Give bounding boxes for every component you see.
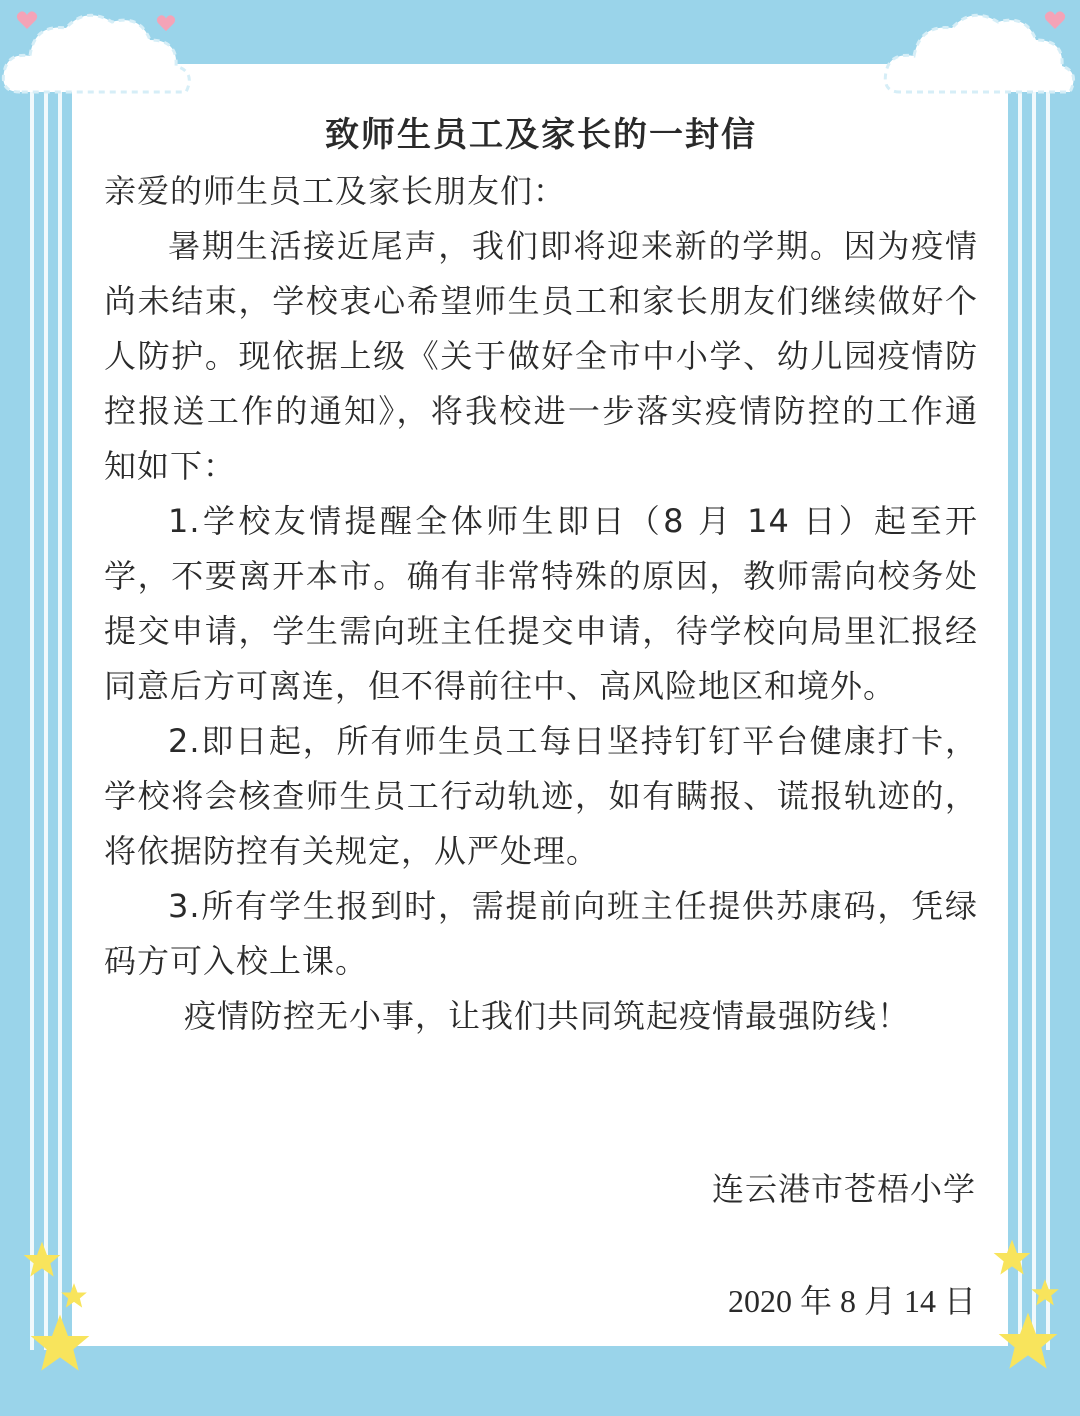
- frame-stripe: [1046, 60, 1050, 1350]
- frame-stripe: [1032, 60, 1036, 1350]
- star-icon: [60, 1282, 88, 1310]
- heart-icon: [16, 10, 38, 30]
- frame-stripe: [58, 60, 62, 1350]
- frame-stripe: [1018, 60, 1022, 1350]
- salutation: 亲爱的师生员工及家长朋友们：: [104, 172, 567, 210]
- frame-stripe: [44, 60, 48, 1350]
- item-2-paragraph: 2.即日起，所有师生员工每日坚持钉钉平台健康打卡，学校将会核查师生员工行动轨迹，如有瞒报、谎报轨迹的，将依据防控有关规定，从严处理。: [104, 722, 978, 870]
- signature: 连云港市苍梧小学: [711, 1170, 976, 1208]
- item-3-paragraph: 3.所有学生报到时，需提前向班主任提供苏康码，凭绿码方可入校上课。: [104, 887, 978, 980]
- star-icon: [1030, 1278, 1060, 1308]
- item-1-paragraph: 1.学校友情提醒全体师生即日（8 月 14 日）起至开学，不要离开本市。确有非常特殊的原因，教师需向校务处提交申请，学生需向班主任提交申请，待学校向局里汇报经同意后方可离连，但不得前往中、高风险地区和境外。: [104, 502, 978, 705]
- letter-body: [104, 108, 978, 1044]
- star-icon: [992, 1238, 1032, 1278]
- letter-title: 致师生员工及家长的一封信: [325, 115, 757, 155]
- heart-icon: [156, 14, 176, 32]
- heart-icon: [1044, 10, 1066, 30]
- star-icon: [22, 1240, 62, 1280]
- closing-line: 疫情防控无小事，让我们共同筑起疫情最强防线！: [184, 997, 911, 1035]
- frame-stripe: [30, 60, 34, 1350]
- letter-date: 2020 年 8 月 14 日: [727, 1283, 976, 1319]
- star-icon: [996, 1310, 1060, 1374]
- star-icon: [28, 1312, 92, 1376]
- intro-paragraph: 暑期生活接近尾声，我们即将迎来新的学期。因为疫情尚未结束，学校衷心希望师生员工和家长朋友们继续做好个人防护。现依据上级《关于做好全市中小学、幼儿园疫情防控报送工作的通知》，将我校进一步落实疫情防控的工作通知如下：: [104, 227, 978, 485]
